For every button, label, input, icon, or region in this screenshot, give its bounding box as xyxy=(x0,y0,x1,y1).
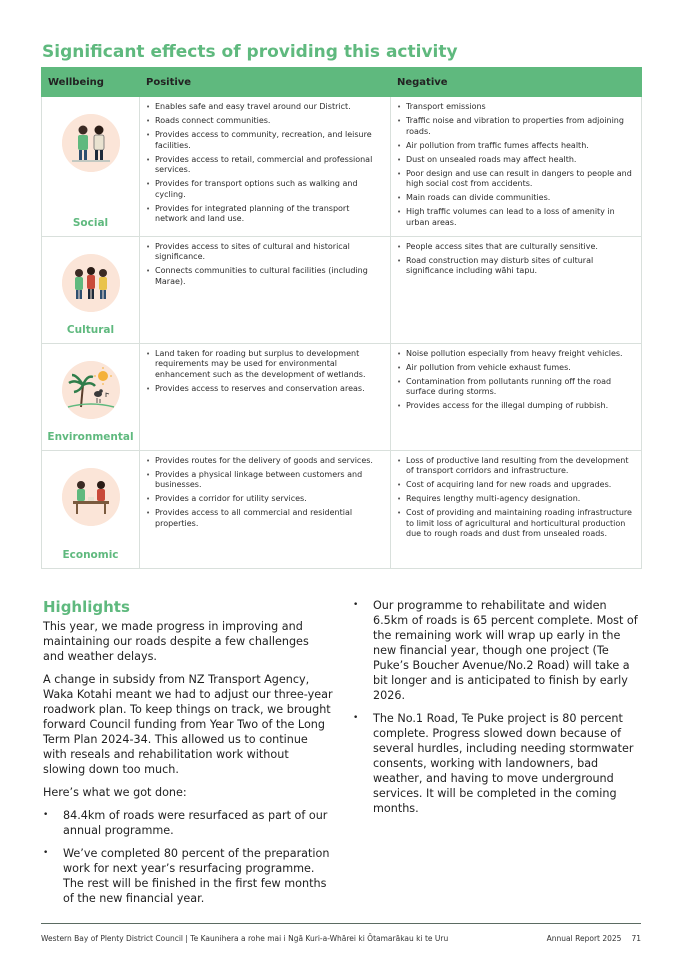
negative-cell xyxy=(391,97,642,237)
highlights-list-left xyxy=(43,808,333,906)
table-row xyxy=(42,450,642,568)
list-item: • Provides access to sites of cultural and historical significance. xyxy=(146,242,384,263)
highlights-right-column xyxy=(353,598,645,824)
paragraph: This year, we made progress in improving and maintaining our roads despite a few challenges and weather delays. xyxy=(43,620,309,663)
list-item: • Air pollution from vehicle exhaust fumes. xyxy=(397,363,635,374)
list-item: • Poor design and use can result in dangers to people and high social cost from accidents. xyxy=(397,169,635,190)
list-item: • We’ve completed 80 percent of the preparation work for next year’s resurfacing programme. The rest will be finished in the first few months of the new financial year. xyxy=(43,846,333,906)
list-item: • Cost of providing and maintaining roading infrastructure to limit loss of agricultural and horticultural production due to rough roads and dust from unsealed roads. xyxy=(397,508,635,540)
wellbeing-label: Environmental xyxy=(47,431,134,443)
page-number: 71 xyxy=(631,934,641,943)
list-item: • High traffic volumes can lead to a loss of amenity in urban areas. xyxy=(397,207,635,228)
list-item: • Enables safe and easy travel around our District. xyxy=(146,102,384,113)
page-title: Significant effects of providing this activity xyxy=(42,42,458,62)
three-people-cultural-icon xyxy=(62,254,120,312)
table-header-row xyxy=(42,68,642,97)
list-item: • People access sites that are culturally sensitive. xyxy=(397,242,635,253)
list-item: • Provides access for the illegal dumping of rubbish. xyxy=(397,401,635,412)
positive-cell xyxy=(140,97,391,237)
header-wellbeing: Wellbeing xyxy=(42,68,140,97)
wellbeing-cell xyxy=(42,236,140,343)
people-at-table-icon xyxy=(62,468,120,526)
footer-council-name: Western Bay of Plenty District Council | Te Kaunihera a rohe mai i Ngā Kuri-a-Whārei ki Ōtamarākau ki te Uru xyxy=(41,934,449,943)
positive-cell xyxy=(140,343,391,450)
list-item: • Provides a physical linkage between customers and businesses. xyxy=(146,470,384,491)
positive-cell xyxy=(140,450,391,568)
list-item: • Provides access to community, recreation, and leisure facilities. xyxy=(146,130,384,151)
list-item: • Dust on unsealed roads may affect health. xyxy=(397,155,635,166)
effects-table xyxy=(41,67,642,569)
table-row xyxy=(42,97,642,237)
list-item: • Road construction may disturb sites of cultural significance including wāhi tapu. xyxy=(397,256,635,277)
paragraph: Here’s what we got done: xyxy=(43,786,187,799)
wellbeing-cell xyxy=(42,343,140,450)
negative-cell xyxy=(391,450,642,568)
two-people-talking-icon xyxy=(62,114,120,172)
table-row xyxy=(42,236,642,343)
paragraph: A change in subsidy from NZ Transport Agency, Waka Kotahi meant we had to adjust our three-year roadwork plan. To keep things on track, we brought forward Council funding from Year Two of the Long Term Plan 2024-34. This allowed us to continue with reseals and rehabilitation work without slowing down too much. xyxy=(43,673,333,776)
wellbeing-cell xyxy=(42,450,140,568)
list-item: • Noise pollution especially from heavy freight vehicles. xyxy=(397,349,635,360)
list-item: • Cost of acquiring land for new roads and upgrades. xyxy=(397,480,635,491)
wellbeing-label: Social xyxy=(72,217,109,229)
highlights-title: Highlights xyxy=(43,598,130,616)
list-item: • Provides a corridor for utility services. xyxy=(146,494,384,505)
highlights-left-column xyxy=(43,619,333,914)
list-item: • Air pollution from traffic fumes affects health. xyxy=(397,141,635,152)
list-item: • Provides access to all commercial and residential properties. xyxy=(146,508,384,529)
list-item: • Roads connect communities. xyxy=(146,116,384,127)
table-row xyxy=(42,343,642,450)
list-item: • Transport emissions xyxy=(397,102,635,113)
highlights-list-right xyxy=(353,598,645,816)
list-item: • Provides for integrated planning of the transport network and land use. xyxy=(146,204,384,225)
wellbeing-label: Cultural xyxy=(66,324,115,336)
list-item: • Provides access to reserves and conservation areas. xyxy=(146,384,384,395)
list-item: • Traffic noise and vibration to properties from adjoining roads. xyxy=(397,116,635,137)
list-item: • Provides access to retail, commercial and professional services. xyxy=(146,155,384,176)
palm-tree-bird-sun-icon xyxy=(62,361,120,419)
header-negative: Negative xyxy=(391,68,642,97)
list-item: • Provides for transport options such as walking and cycling. xyxy=(146,179,384,200)
list-item: • The No.1 Road, Te Puke project is 80 percent complete. Progress slowed down because of several hurdles, including needing stormwater consents, working with landowners, bad weather, and having to move underground services. It will be completed in the coming months. xyxy=(353,711,645,816)
wellbeing-label: Economic xyxy=(62,549,119,561)
negative-cell xyxy=(391,236,642,343)
footer-report-title: Annual Report 2025 xyxy=(546,934,622,943)
positive-cell xyxy=(140,236,391,343)
list-item: • Connects communities to cultural facilities (including Marae). xyxy=(146,266,384,287)
footer-divider xyxy=(41,923,641,924)
footer-right xyxy=(537,934,641,943)
list-item: • Land taken for roading but surplus to development requirements may be used for environmental enhancement such as the development of wetlands. xyxy=(146,349,384,381)
list-item: • Contamination from pollutants running off the road surface during storms. xyxy=(397,377,635,398)
list-item: • 84.4km of roads were resurfaced as part of our annual programme. xyxy=(43,808,333,838)
negative-cell xyxy=(391,343,642,450)
list-item: • Loss of productive land resulting from the development of transport corridors and infrastructure. xyxy=(397,456,635,477)
list-item: • Our programme to rehabilitate and widen 6.5km of roads is 65 percent complete. Most of the remaining work will wrap up early in the new financial year, though one project (Te Puke’s Boucher Avenue/No.2 Road) will take a bit longer and is anticipated to finish by early 2026. xyxy=(353,598,645,703)
list-item: • Provides routes for the delivery of goods and services. xyxy=(146,456,384,467)
list-item: • Requires lengthy multi-agency designation. xyxy=(397,494,635,505)
header-positive: Positive xyxy=(140,68,391,97)
wellbeing-cell xyxy=(42,97,140,237)
list-item: • Main roads can divide communities. xyxy=(397,193,635,204)
